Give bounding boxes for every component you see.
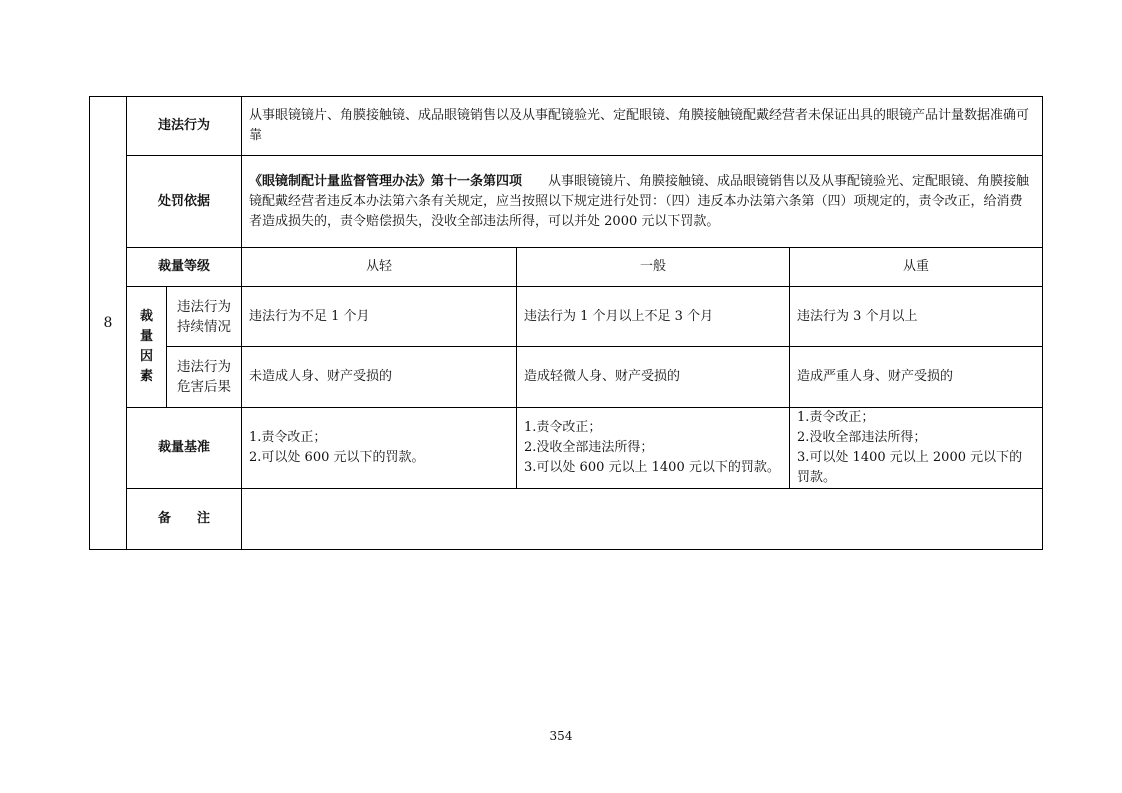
standard-heavy <box>790 408 1043 489</box>
remarks-label: 备 注 <box>127 489 242 550</box>
standard-heavy-line-2: 2.没收全部违法所得； <box>797 430 927 445</box>
basis-label: 处罚依据 <box>127 156 242 248</box>
duration-heavy: 违法行为 3 个月以上 <box>790 287 1043 347</box>
basis-title: 《眼镜制配计量监督管理办法》第十一条第四项 <box>249 173 523 189</box>
standard-heavy-line-3: 3.可以处 1400 元以上 2000 元以下的罚款。 <box>797 450 1023 485</box>
factors-label <box>127 287 167 408</box>
row-number: 8 <box>90 97 127 550</box>
level-normal: 一般 <box>517 248 790 287</box>
harm-normal: 造成轻微人身、财产受损的 <box>517 347 790 408</box>
standard-heavy-line-1: 1.责令改正； <box>797 410 875 425</box>
levels-row <box>90 248 1043 287</box>
remarks-row <box>90 489 1043 550</box>
factors-char-4: 素 <box>139 369 153 384</box>
harm-heavy: 造成严重人身、财产受损的 <box>790 347 1043 408</box>
basis-cell <box>242 156 1043 248</box>
duration-light: 违法行为不足 1 个月 <box>242 287 517 347</box>
level-light: 从轻 <box>242 248 517 287</box>
basis-text: 从事眼镜镜片、角膜接触镜、成品眼镜销售以及从事配镜验光、定配眼镜、角膜接触镜配戴经营者违反本办法第六条有关规定，应当按照以下规定进行处罚：（四）违反本办法第六条第（四）项规定的，责令改正，给消费者造成损失的，责令赔偿损失，没收全部违法所得，可以并处 2000 元以下罚款。 <box>249 173 1030 229</box>
page-number: 354 <box>549 729 573 743</box>
penalty-discretion-table <box>89 96 1043 550</box>
standard-normal <box>517 408 790 489</box>
harm-row <box>90 347 1043 408</box>
remarks-text <box>242 489 1043 550</box>
standard-normal-line-2: 2.没收全部违法所得； <box>524 440 654 455</box>
harm-label <box>167 347 242 408</box>
duration-label <box>167 287 242 347</box>
duration-row <box>90 287 1043 347</box>
basis-row <box>90 156 1043 248</box>
factors-char-2: 量 <box>139 329 153 344</box>
factors-char-1: 裁 <box>139 309 153 324</box>
standard-row <box>90 408 1043 489</box>
duration-label-line-2: 持续情况 <box>177 318 231 335</box>
harm-label-line-1: 违法行为 <box>177 359 231 375</box>
level-heavy: 从重 <box>790 248 1043 287</box>
standard-normal-line-3: 3.可以处 600 元以上 1400 元以下的罚款。 <box>524 460 780 475</box>
violation-label: 违法行为 <box>127 97 242 156</box>
harm-light: 未造成人身、财产受损的 <box>242 347 517 408</box>
levels-label: 裁量等级 <box>127 248 242 287</box>
standard-normal-line-1: 1.责令改正； <box>524 420 602 435</box>
factors-char-3: 因 <box>139 349 153 364</box>
standard-light-line-2: 2.可以处 600 元以下的罚款。 <box>249 450 425 465</box>
duration-label-line-1: 违法行为 <box>177 298 231 315</box>
duration-normal: 违法行为 1 个月以上不足 3 个月 <box>517 287 790 347</box>
standard-light-line-1: 1.责令改正； <box>249 430 327 445</box>
violation-text: 从事眼镜镜片、角膜接触镜、成品眼镜销售以及从事配镜验光、定配眼镜、角膜接触镜配戴经营者未保证出具的眼镜产品计量数据准确可靠 <box>242 97 1043 156</box>
harm-label-line-2: 危害后果 <box>177 379 231 395</box>
standard-light <box>242 408 517 489</box>
standard-label: 裁量基准 <box>127 408 242 489</box>
violation-row <box>90 97 1043 156</box>
